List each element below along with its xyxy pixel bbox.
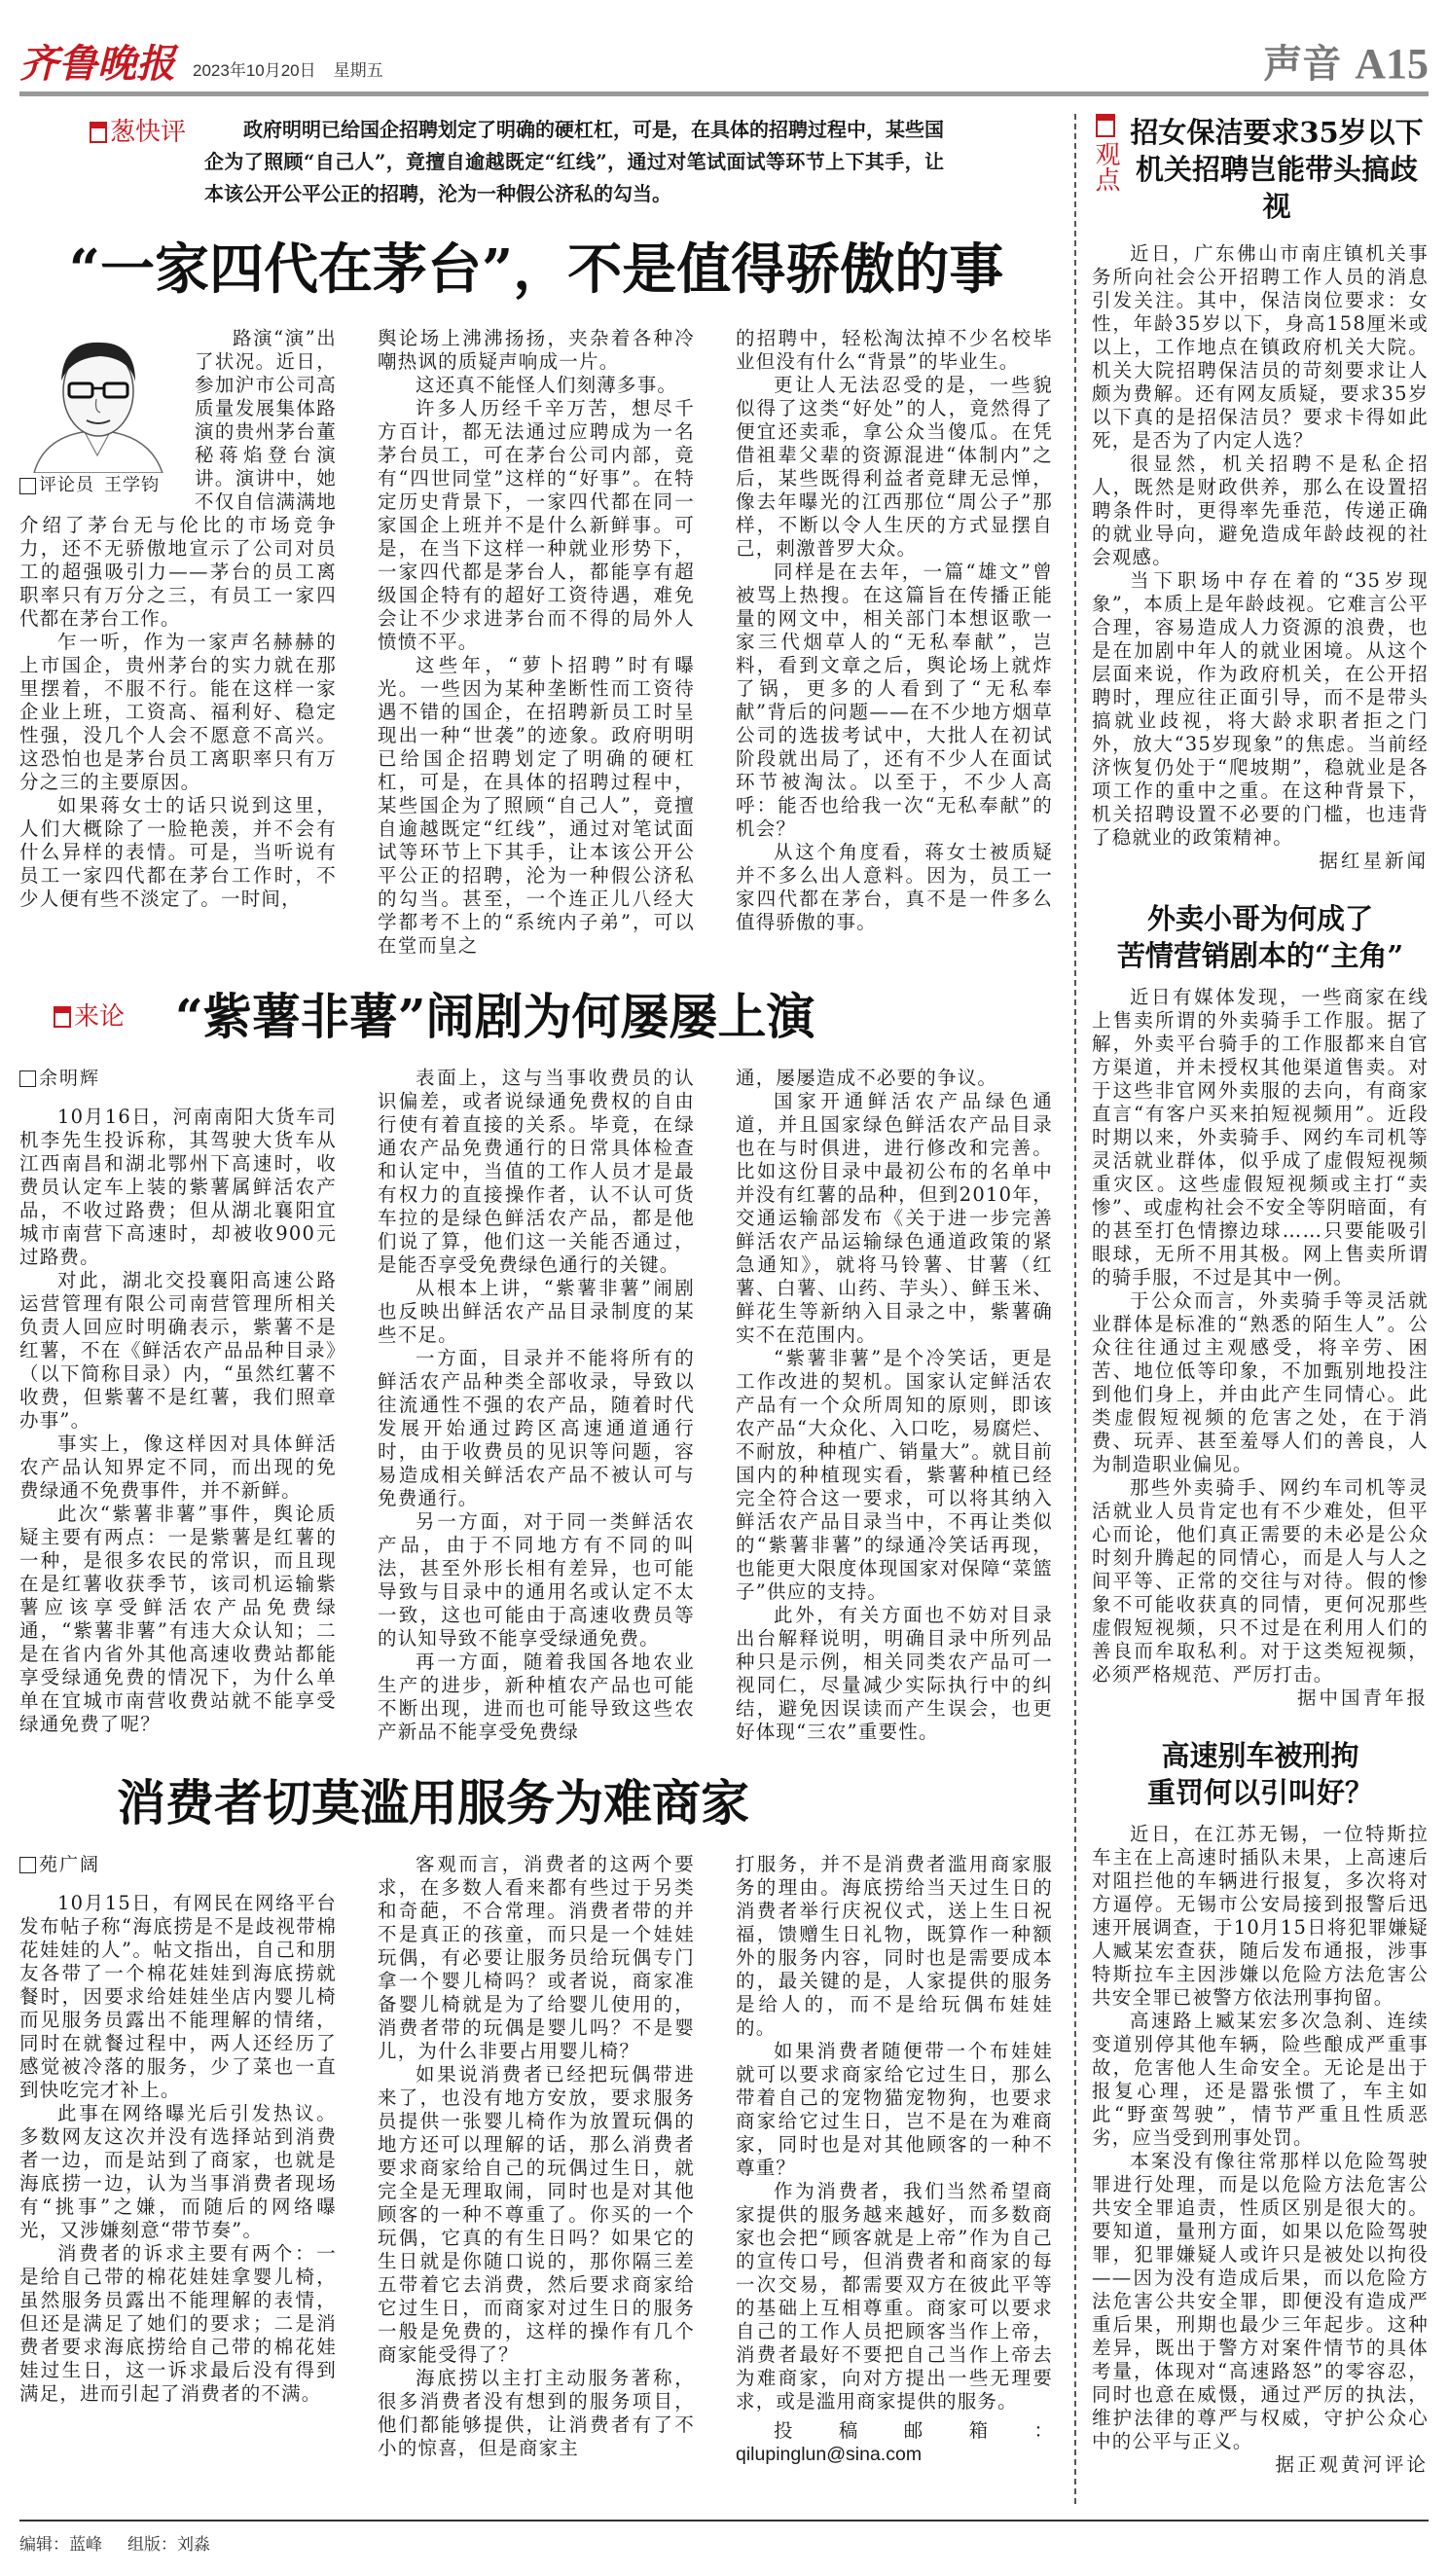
paragraph: 乍一听，作为一家声名赫赫的上市国企，贵州茅台的实力就在那里摆着，不服不行。能在这样一家企业上班，工资高、福利好、稳定性强，没几个人会不愿意不高兴。这恐怕也是茅台员工离职率只有万分之三的主要原因。 xyxy=(19,631,337,793)
paragraph: 同样是在去年，一篇“雄文”曾被骂上热搜。在这篇旨在传播正能量的网文中，相关部门本想讴歌一家三代烟草人的“无私奉献”，岂料，看到文章之后，舆论场上就炸了锅，更多的人看到了“无私奉献”背后的问题——在不少地方烟草公司的选拔考试中，大批人在初试阶段就出局了，还有不少人在面试环节被淘汰。以至于，不少人高呼：能否也给我一次“无私奉献”的机会？ xyxy=(736,561,1053,840)
paragraph: 于公众而言，外卖骑手等灵活就业群体是标准的“熟悉的陌生人”。公众往往通过主观感受，将辛劳、困苦、地位低等印象，不加甄别地投注到他们身上，并由此产生同情心。此类虚假短视频的危害之处，在于消费、玩弄、甚至羞辱人们的善良，人为制造职业偏见。 xyxy=(1092,1289,1429,1475)
section-name: 声音 xyxy=(1263,41,1342,87)
article1-body xyxy=(19,327,1053,958)
masthead xyxy=(19,33,1429,88)
paragraph: 如果消费者随便带一个布娃娃就可以要求商家给它过生日，那么带着自己的宠物猫宠物狗，也要求商家给它过生日，岂不是在为难商家，同时也是对其他顾客的一种不尊重？ xyxy=(736,2040,1053,2179)
paragraph: 客观而言，消费者的这两个要求，在多数人看来都有些过于另类和奇葩，不合常理。消费者带的并不是真正的孩童，而只是一个娃娃玩偶，有必要让服务员给玩偶专门拿一个婴儿椅吗？或者说，商家准备婴儿椅就是为了给婴儿使用的，消费者带的玩偶是婴儿吗？不是婴儿，为什么非要占用婴儿椅？ xyxy=(378,1853,695,2062)
paragraph: 那些外卖骑手、网约车司机等灵活就业人员肯定也有不少难处，但平心而论，他们真正需要的未必是公众时刻升腾起的同情心，而是人与人之间平等、正常的交往与对待。假的惨象不可能收获真的同情，更何况那些虚假短视频，只不过是在利用人们的善良而牟取私利。对于这类短视频，必须严格规范、严厉打击。 xyxy=(1092,1476,1429,1686)
headline-line: 苦情营销剧本的“主角” xyxy=(1116,939,1404,972)
source-credit: 据红星新闻 xyxy=(1319,850,1429,872)
headline-line: 招女保洁要求35岁以下 xyxy=(1130,116,1424,149)
byline-author: 苑广阔 xyxy=(39,1854,101,1875)
article2-column-3 xyxy=(736,1067,1053,1744)
paragraph: 此事在网络曝光后引发热议。多数网友这次并没有选择站到消费者一边，而是站到了商家，也就是海底捞一边，认为当事消费者现场有“挑事”之嫌，而随后的网络曝光，又涉嫌刻意“带节奏”。 xyxy=(19,2102,337,2241)
article-summary: 政府明明已给国企招聘划定了明确的硬杠杠，可是，在具体的招聘过程中，某些国企为了照顾“自己人”，竟擅自逾越既定“红线”，通过对笔试面试等环节上下其手，让本该公开公平公正的招聘，沦为一种假公济私的勾当。 xyxy=(204,118,944,205)
paragraph: 很显然，机关招聘不是私企招人，既然是财政供养，那么在设置招聘条件时，更得率先垂范，传递正确的就业导向，避免造成年龄歧视的社会观感。 xyxy=(1092,453,1429,568)
portrait-sketch-icon xyxy=(19,327,175,473)
article1-column-3 xyxy=(736,327,1053,958)
paragraph: 的招聘中，轻松淘汰掉不少名校毕业但没有什么“背景”的毕业生。 xyxy=(736,327,1053,373)
label-box-icon xyxy=(54,1006,71,1028)
byline-box-icon xyxy=(19,478,36,494)
paragraph: 如果说消费者已经把玩偶带进来了，也没有地方安放，要求服务员提供一张婴儿椅作为放置玩偶的地方还可以理解的话，那么消费者要求商家给自己的玩偶过生日，就完全是无理取闹，同时也是对其他顾客的一种不尊重了。你买的一个玩偶，它真的有生日吗？如果它的生日就是你随口说的，那你隔三差五带着它去消费，然后要求商家给它过生日，而商家对过生日的服务一般是免费的，这样的操作有几个商家能受得了？ xyxy=(378,2063,695,2366)
article3-byline xyxy=(19,1853,337,1876)
kicker xyxy=(19,114,1053,210)
article1-column-1 xyxy=(19,327,337,958)
paragraph: 从这个角度看，蒋女士被质疑并不多么出人意料。因为，员工一家四代都在茅台，真不是一件多么值得骄傲的事。 xyxy=(736,841,1053,933)
article2-byline xyxy=(19,1067,337,1090)
sidebar-top xyxy=(1092,114,1429,225)
sidebar-item-3 xyxy=(1092,1737,1429,2477)
paragraph: 本案没有像往常那样以危险驾驶罪进行处理，而是以危险方法危害公共安全罪追责，性质区别是很大的。要知道，量刑方面，如果以危险驾驶罪，犯罪嫌疑人或许只是被处以拘役——因为没有造成后果，而以危险方法危害公共安全罪，即便没有造成严重后果，刑期也最少三年起步。这种差异，既出于警方对案件情节的具体考量，体现对“高速路怒”的零容忍，同时也意在威慑，通过严厉的执法，维护法律的尊严与权威，守护公众心中的公平与正义。 xyxy=(1092,2150,1429,2452)
article3-headline: 消费者切莫滥用服务为难商家 xyxy=(117,1774,749,1832)
paragraph: 这还真不能怪人们刻薄多事。 xyxy=(416,374,678,396)
newspaper-logo: 齐鲁晚报 xyxy=(19,41,175,87)
byline-author: 余明辉 xyxy=(39,1068,101,1089)
article3-column-2 xyxy=(378,1853,695,2466)
source-credit: 据正观黄河评论 xyxy=(1275,2453,1429,2476)
paragraph: 高速路上臧某宏多次急刹、连续变道别停其他车辆，险些酿成严重事故，危害他人生命安全。无论是出于报复心理，还是嚣张惯了，车主如此“野蛮驾驶”，情节严重且性质恶劣，应当受到刑事处罚。 xyxy=(1092,2010,1429,2149)
sidebar-item-2-headline xyxy=(1092,900,1429,974)
paragraph: 此外，有关方面也不妨对目录出台解释说明，明确目录中所列品种只是示例，相关同类农产品可一视同仁，尽量减少实际执行中的纠结，避免因误读而产生误会，也更好体现“三农”重要性。 xyxy=(736,1604,1053,1743)
footer-rule xyxy=(19,2520,1429,2522)
headline-line: 机关招聘岂能带头搞歧视 xyxy=(1135,153,1418,223)
article2-column-1 xyxy=(19,1067,337,1744)
editor-credit: 编辑：蓝峰 xyxy=(19,2534,102,2554)
article2-column-2 xyxy=(378,1067,695,1744)
header-rule xyxy=(19,91,1429,96)
article1-column-2 xyxy=(378,327,695,958)
headline-line: 高速别车被刑拘 xyxy=(1161,1739,1359,1772)
paragraph: 这些年，“萝卜招聘”时有曝光。一些因为某种垄断性而工资待遇不错的国企，在招聘新员工时呈现出一种“世袭”的迹象。政府明明已给国企招聘划定了明确的硬杠杠，可是，在具体的招聘过程中，某些国企为了照顾“自己人”，竟擅自逾越既定“红线”，通过对笔试面试等环节上下其手，让本该公开公平公正的招聘，沦为一种假公济私的勾当。甚至，一个连正儿八经大学都考不上的“系统内子弟”，可以在堂而皇之 xyxy=(378,654,695,957)
paragraph: 10月16日，河南南阳大货车司机李先生投诉称，其驾驶大货车从江西南昌和湖北鄂州下高速时，收费员认定车上装的紫薯属鲜活农产品，不收过路费；但从湖北襄阳宜城市南营下高速时，却被收900元过路费。 xyxy=(19,1106,337,1268)
column-label-lailun xyxy=(19,1002,165,1032)
issue-date: 2023年10月20日 xyxy=(193,61,316,80)
sidebar-item-2 xyxy=(1092,900,1429,1710)
paragraph: 路演“演”出了状况。近日，参加沪市公司高质量发展集体路演的贵州茅台董秘蒋焰登台演讲。演讲中，她不仅自信满满地介绍了茅台无与伦比的市场竞争力，还不无骄傲地宣示了公司对员工的超强吸引力——茅台的员工离职率只有万分之三，有员工一家四代都在茅台工作。 xyxy=(19,327,337,630)
article3-column-1 xyxy=(19,1853,337,2466)
paragraph: 近日，在江苏无锡，一位特斯拉车主在上高速时插队未果，上高速后对阻拦他的车辆进行报复，多次将对方逼停。无锡市公安局接到报警后迅速开展调查，于10月15日将犯罪嫌疑人臧某宏查获，随后发布通报，涉事特斯拉车主因涉嫌以危险方法危害公共安全罪已被警方依法刑事拘留。 xyxy=(1092,1823,1429,2009)
article1-headline: “一家四代在茅台”，不是值得骄傲的事 xyxy=(68,237,1004,302)
label-box-icon xyxy=(1096,114,1115,137)
paragraph: 打服务，并不是消费者滥用商家服务的理由。海底捞给当天过生日的消费者举行庆祝仪式，送上生日祝福，馈赠生日礼物，既算作一种额外的服务内容，同时也是需要成本的，最关键的是，人家提供的服务是给人的，而不是给玩偶布娃娃的。 xyxy=(736,1853,1053,2039)
column-label-text: 葱快评 xyxy=(110,118,187,147)
paragraph: 10月15日，有网民在网络平台发布帖子称“海底捞是不是歧视带棉花娃娃的人”。帖文指出，自己和朋友各带了一个棉花娃娃到海底捞就餐时，因要求给娃娃坐店内婴儿椅而见服务员露出不能理解的情绪，同时在就餐过程中，两人还经历了感觉被冷落的服务，少了菜也一直到快吃完才补上。 xyxy=(19,1892,337,2101)
label-box-icon xyxy=(90,122,107,143)
headline-line: 重罚何以引叫好？ xyxy=(1146,1776,1373,1809)
article2-header xyxy=(19,987,1053,1047)
sidebar-item-1-headline xyxy=(1125,114,1429,225)
headline-line: 外卖小哥为何成了 xyxy=(1146,902,1373,935)
portrait-caption xyxy=(19,475,187,496)
paragraph: 许多人历经千辛万苦，想尽千方百计，都无法通过应聘成为一名茅台员工，可在茅台公司内部，竟有“四世同堂”这样的“好事”。在特定历史背景下，一家四代都在同一家国企上班并不是什么新鲜事。可是，在当下这样一种就业形势下，一家四代都是茅台人，都能享有超级国企特有的超好工资待遇，难免会让不少求进茅台而不得的局外人愤愤不平。 xyxy=(378,397,695,653)
author-portrait xyxy=(19,327,187,496)
caption-role: 评论员 xyxy=(39,475,94,495)
article2-headline: “紫薯非薯”闹剧为何屡屡上演 xyxy=(175,988,815,1045)
source-credit: 据中国青年报 xyxy=(1296,1687,1429,1709)
layout-credit: 组版：刘淼 xyxy=(127,2534,210,2554)
page-footer xyxy=(19,2533,1429,2557)
article2-body xyxy=(19,1067,1053,1744)
byline-box-icon xyxy=(19,1070,36,1087)
paragraph: 舆论场上沸沸扬扬，夹杂着各种冷嘲热讽的质疑声响成一片。 xyxy=(378,327,695,373)
paragraph: 事实上，像这样因对具体鲜活农产品认知界定不同，而出现的免费绿通不免费事件，并不新鲜。 xyxy=(19,1433,337,1502)
byline-box-icon xyxy=(19,1857,36,1873)
paragraph: 对此，湖北交投襄阳高速公路运营管理有限公司南营管理所相关负责人回应时明确表示，紫薯不是红薯，不在《鲜活农产品品种目录》（以下简称目录）内，“虽然红薯不收费，但紫薯不是红薯，我们照章办事”。 xyxy=(19,1269,337,1432)
issue-weekday: 星期五 xyxy=(333,61,383,80)
caption-author: 王学钧 xyxy=(104,475,160,495)
paragraph: 另一方面，对于同一类鲜活农产品，由于不同地方有不同的叫法，甚至外形长相有差异，也可能导致与目录中的通用名或认定不太一致，这也可能由于高速收费员等的认知导致不能享受绿通免费。 xyxy=(378,1510,695,1650)
article3-body xyxy=(19,1853,1053,2466)
main-area xyxy=(19,114,1053,2466)
masthead-left xyxy=(19,41,383,88)
column-label-text: 观点 xyxy=(1091,141,1120,192)
paragraph: 消费者的诉求主要有两个：一是给自己带的棉花娃娃拿婴儿椅，虽然服务员露出不能理解的表情，但还是满足了她们的要求；二是消费者要求海底捞给自己带的棉花娃娃过生日，这一诉求最后没有得到满足，进而引起了消费者的不满。 xyxy=(19,2242,337,2405)
paragraph: 如果蒋女士的话只说到这里，人们大概除了一脸艳羡，并不会有什么异样的表情。可是，当听说有员工一家四代都在茅台工作时，不少人便有些不淡定了。一时间， xyxy=(19,794,337,910)
page-number: A15 xyxy=(1355,40,1429,88)
submission-email: 投稿邮箱：qilupinglun@sina.com xyxy=(736,2420,1053,2465)
paragraph: 国家开通鲜活农产品绿色通道，并且国家绿色鲜活农产品目录也在与时俱进，进行修改和完善。比如这份目录中最初公布的名单中并没有红薯的品种，但到2010年，交通运输部发布《关于进一步完善鲜活农产品运输绿色通道政策的紧急通知》，就将马铃薯、甘薯（红薯、白薯、山药、芋头）、鲜玉米、鲜花生等新纳入目录之中，紫薯确实不在范围内。 xyxy=(736,1090,1053,1346)
paragraph: 近日有媒体发现，一些商家在线上售卖所谓的外卖骑手工作服。据了解，外卖平台骑手的工作服都来自官方渠道，并未授权其他渠道售卖。对于这些非官网外卖服的去向，有商家直言“有客户买来拍短视频用”。近段时期以来，外卖骑手、网约车司机等灵活就业群体，似乎成了虚假短视频重灾区。这些虚假短视频或主打“卖惨”、或虚构社会不安全等阴暗面，有的甚至打色情擦边球……只要能吸引眼球，无所不用其极。网上售卖所谓的骑手服，不过是其中一例。 xyxy=(1092,986,1429,1288)
paragraph: 作为消费者，我们当然希望商家提供的服务越来越好，而多数商家也会把“顾客就是上帝”作为自己的宣传口号，但消费者和商家的每一次交易，都需要双方在彼此平等的基础上互相尊重。商家可以要求自己的工作人员把顾客当作上帝，消费者最好不要把自己当作上帝去为难商家，向对方提出一些无理要求，或是滥用商家提供的服务。 xyxy=(736,2180,1053,2413)
sidebar-divider xyxy=(1074,114,1076,2504)
paragraph: 表面上，这与当事收费员的认识偏差，或者说绿通免费权的自由行使有着直接的关系。毕竟，在绿通农产品免费通行的日常具体检查和认定中，当值的工作人员才是最有权力的直接操作者，认不认可货车拉的是绿色鲜活农产品，都是他们说了算，他们这一关能否通过，是能否享受免费绿色通行的关键。 xyxy=(378,1067,695,1276)
paragraph: 更让人无法忍受的是，一些貌似得了这类“好处”的人，竟然得了便宜还卖乖，拿公众当傻瓜。在凭借祖辈父辈的资源混进“体制内”之后，某些既得利益者竟肆无忌惮，像去年曝光的江西那位“周公子”那样，不断以令人生厌的方式显摆自己，刺激普罗大众。 xyxy=(736,374,1053,560)
column-label-guandian xyxy=(1092,114,1119,192)
paragraph: 海底捞以主打主动服务著称，很多消费者没有想到的服务项目，他们都能够提供，让消费者有了不小的惊喜，但是商家主 xyxy=(378,2367,695,2459)
paragraph: 近日，广东佛山市南庄镇机关事务所向社会公开招聘工作人员的消息引发关注。其中，保洁岗位要求：女性，年龄35岁以下，身高158厘米或以上，工作地点在镇政府机关大院。机关大院招聘保洁员的苛刻要求让人颇为费解。还有网友质疑，要求35岁以下真的是招保洁员？要求卡得如此死，是否为了内定人选？ xyxy=(1092,242,1429,452)
page-body xyxy=(19,114,1429,2504)
masthead-right xyxy=(1263,41,1429,88)
sidebar-item-3-headline xyxy=(1092,1737,1429,1811)
column-label-kuaiping xyxy=(19,114,204,147)
paragraph: 此次“紫薯非薯”事件，舆论质疑主要有两点：一是紫薯是红薯的一种，是很多农民的常识，而且现在是红薯收获季节，该司机运输紫薯应该享受鲜活农产品免费绿通，“紫薯非薯”有违大众认知；二是在省内省外其他高速收费站都能享受绿通免费的情况下，为什么单单在宜城市南营收费站就不能享受绿通免费了呢？ xyxy=(19,1503,337,1735)
paragraph: 通，屡屡造成不必要的争议。 xyxy=(736,1067,998,1089)
article3-column-3 xyxy=(736,1853,1053,2466)
column-label-text: 来论 xyxy=(74,1002,126,1032)
sidebar xyxy=(1092,114,1429,2504)
paragraph: 再一方面，随着我国各地农业生产的进步，新种植农产品也可能不断出现，进而也可能导致这些农产新品不能享受免费绿 xyxy=(378,1651,695,1743)
paragraph: 一方面，目录并不能将所有的鲜活农产品种类全部收录，导致以往流通性不强的农产品，随着时代发展开始通过跨区高速通道通行时，由于收费员的见识等问题，容易造成相关鲜活农产品不被认可与免费通行。 xyxy=(378,1347,695,1509)
sidebar-item-1-body xyxy=(1092,242,1429,873)
paragraph: 当下职场中存在着的“35岁现象”，本质上是年龄歧视。它难言公平合理，容易造成人力资源的浪费，也是在加剧中年人的就业困境。从这个层面来说，作为政府机关，在公开招聘时，理应往正面引导，而不是带头搞就业歧视，将大龄求职者拒之门外，放大“35岁现象”的焦虑。当前经济恢复仍处于“爬坡期”，稳就业是各项工作的重中之重。在这种背景下，机关招聘设置不必要的门槛，也违背了稳就业的政策精神。 xyxy=(1092,569,1429,849)
paragraph: 从根本上讲，“紫薯非薯”闹剧也反映出鲜活农产品目录制度的某些不足。 xyxy=(378,1277,695,1346)
paragraph: “紫薯非薯”是个冷笑话，更是工作改进的契机。国家认定鲜活农产品有一个众所周知的原则，即该农产品“大众化、入口吃，易腐烂、不耐放，种植广、销量大”。就目前国内的种植现实看，紫薯种植已经完全符合这一要求，可以将其纳入鲜活农产品目录当中，不再让类似的“紫薯非薯”的绿通冷笑话再现，也能更大限度体现国家对保障“菜篮子”供应的支持。 xyxy=(736,1347,1053,1603)
